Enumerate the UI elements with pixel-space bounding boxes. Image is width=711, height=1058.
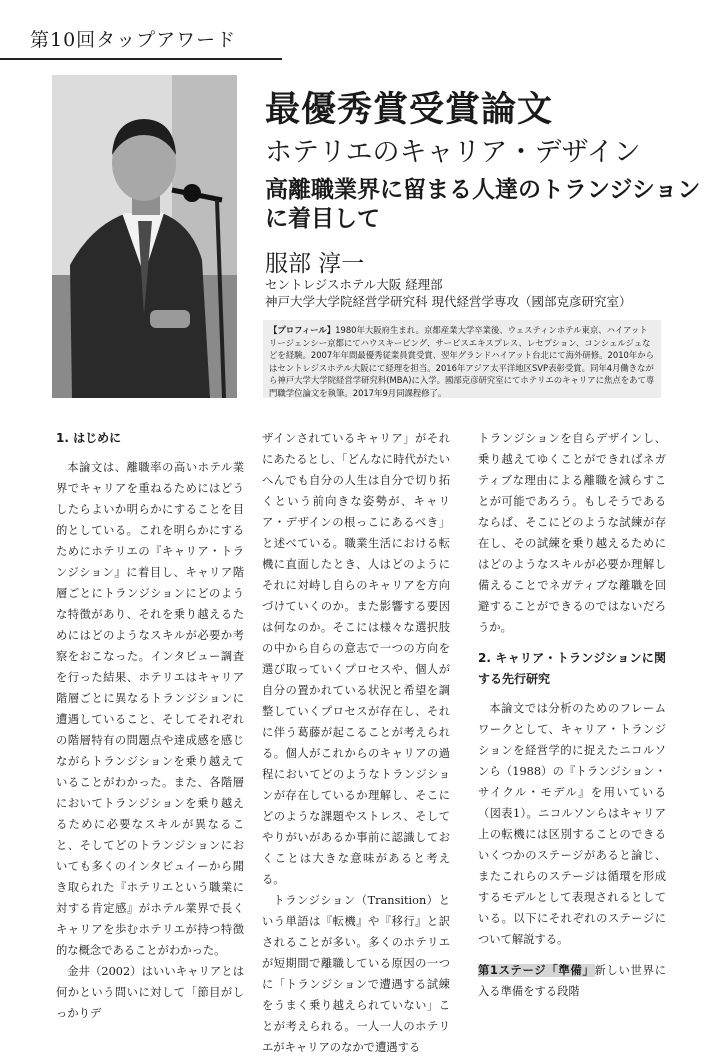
profile-label: 【プロフィール】 — [269, 325, 336, 335]
affiliation-line-2: 神戸大学大学院経営学研究科 現代経営学専攻（國部克彦研究室） — [265, 294, 632, 309]
section-2-heading: 2. キャリア・トランジションに関する先行研究 — [478, 651, 666, 686]
author-photo — [52, 75, 237, 398]
paragraph: ザインされているキャリア」がそれにあたるとし、「どんなに時代がたいへんでも自分の人生は自分で切り拓くという前向きな姿勢が、キャリア・デザインの根っこにあるべき」と述べている。職業生活における転機に直面したとき、人はどのようにそれに対峙し自らのキャリアを方向づけていくのか。また影響する要因は何なのか。そこには様々な選択肢の中から自らの意志で一つの方向を選び取っていくプロセスや、個人が自分の置かれている状況と希望を調整していくプロセスが存在し、それに伴う葛藤が起こることが考えられる。個人がこれからのキャリアの過程においてどのようなトランジションが存在しているか理解し、そこにどのような課題やストレス、そしてやりがいがあるか事前に認識しておくことは大きな意味があると考える。 — [262, 432, 450, 886]
series-header — [0, 22, 282, 60]
main-title: 最優秀賞受賞論文 — [265, 89, 554, 130]
article-title: ホテリエのキャリア・デザイン — [265, 137, 641, 168]
body-column-3 — [478, 428, 666, 1002]
author-name: 服部 淳一 — [265, 251, 365, 277]
author-affiliation — [265, 276, 631, 310]
stage-1-paragraph — [478, 960, 666, 1002]
paragraph: トランジションを自らデザインし、乗り越えてゆくことができればネガティブな理由による離職を減らすことが可能であろう。もしそうであるならば、そこにどのような試練が存在し、その試練を乗り越えるためにはどのようなスキルが必要か理解し備えることでネガティブな離職を回避することができるのではないだろうか。 — [478, 432, 666, 634]
paragraph: トランジション（Transition）という単語は『転機』や『移行』と訳されることが多い。多くのホテリエが短期間で離職している原因の一つに「トランジションで遭遇する試練をうまく乗り越えられていない」ことが考えられる。一人一人のホテリエがキャリアのなかで遭遇する — [262, 894, 450, 1054]
body-column-2 — [262, 428, 450, 1058]
series-label: 第10回タップアワード — [30, 29, 237, 51]
body-column-1 — [56, 428, 244, 1024]
profile-text: 1980年大阪府生まれ。京都産業大学卒業後、ウェスティンホテル東京、ハイアットリージェンシー京都にてハウスキーピング、サービスエキスプレス、レセプション、コンシェルジュなどを経験。2007年年間最優秀従業員賞受賞、翌年グランドハイアット台北にて海外研修。2010年からはセントレジスホテル大阪にて経理を担当。2016年アジア太平洋地区SVP表彰受賞。同年4月働きながら神戸大学大学院経営学研究科(MBA)に入学。國部克彦研究室にてホテリエのキャリアに焦点をあて専門職学位論文を執筆。2017年9月同課程修了。 — [269, 325, 655, 398]
stage-1-label: 第1ステージ「準備」 — [478, 964, 595, 977]
paragraph: 本論文は、離職率の高いホテル業界でキャリアを重ねるためにはどうしたらよいか明らかにすることを目的としている。これを明らかにするためにホテリエの『キャリア・トランジション』に着目し、キャリア階層ごとにトランジションにどのような特徴があり、それを乗り越えるためにはどのようなスキルが必要か考察をおこなった。インタビュー調査を行った結果、ホテリエはキャリア階層ごとに異なるトランジションに遭遇していること、そしてそれぞれの階層特有の問題点や達成感を感じながらトランジションを乗り越えていることがわかった。また、各階層においてトランジションを乗り越えるために必要なスキルが異なること、そしてどのトランジションにおいても多くのインタビュイーから聞き取られた『ホテリエという職業に対する肯定感』がホテル業界で長くキャリアを歩むホテリエが持つ特徴的な概念であることがわかった。 — [56, 461, 244, 957]
profile-box — [263, 320, 661, 398]
section-1-heading: 1. はじめに — [56, 431, 122, 445]
stage-1-text: 新しい世界に入る準備をする段階 — [478, 964, 666, 998]
affiliation-line-1: セントレジスホテル大阪 経理部 — [265, 277, 443, 292]
paragraph: 本論文では分析のためのフレームワークとして、キャリア・トランジションを経営学的に捉えたニコルソンら（1988）の『トランジション・サイクル・モデル』を用いている（図表1）。ニコルソンらはキャリア上の転機には区別することのできるいくつかのステージがあると論じ、またこれらのステージは循環を形成するモデルとして表現されるとしている。以下にそれぞれのステージについて解説する。 — [478, 702, 666, 946]
paragraph: 金井（2002）はいいキャリアとは何かという問いに対して「節目がしっかりデ — [56, 965, 244, 1020]
article-subtitle: 高離職業界に留まる人達のトランジションに着目して — [265, 176, 701, 232]
